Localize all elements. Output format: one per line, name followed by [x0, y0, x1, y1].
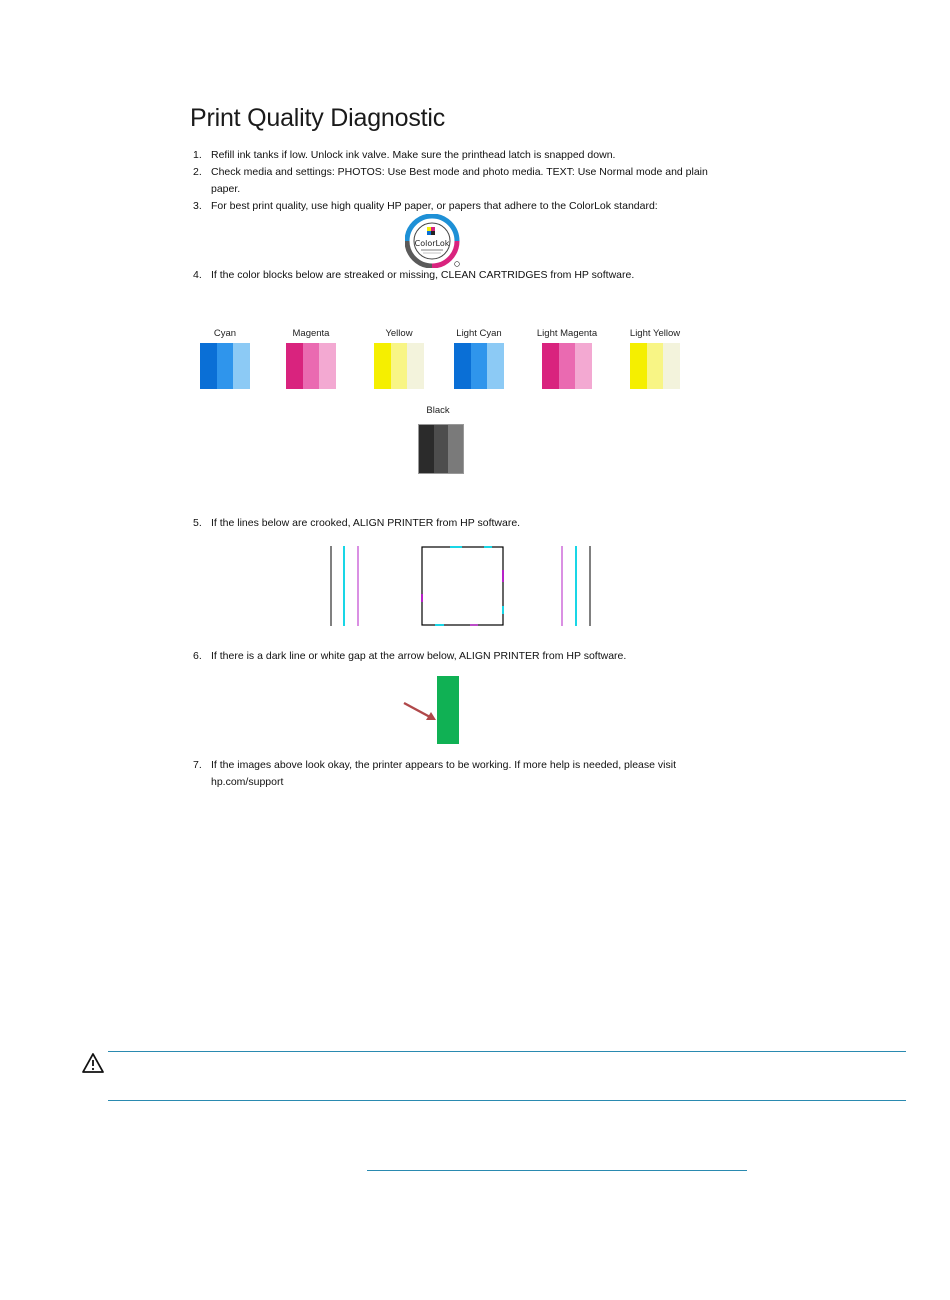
alignment-pattern: [320, 544, 610, 630]
shade-light: [487, 343, 504, 389]
step-2: [193, 164, 738, 198]
step-number: 5.: [193, 517, 202, 529]
step-text: If the lines below are crooked, ALIGN PRINTER from HP software.: [211, 517, 521, 529]
color-label: Cyan: [213, 328, 237, 339]
shade-dark: [630, 343, 647, 389]
shade-dark: [286, 343, 303, 389]
color-block-magenta: [271, 328, 351, 389]
caution-top-rule: [108, 1051, 906, 1052]
shade-mid: [217, 343, 234, 389]
color-label: Light Magenta: [536, 328, 598, 339]
shade-dark: [454, 343, 471, 389]
gap-test-pattern: [400, 672, 464, 748]
step-number: 6.: [193, 650, 202, 662]
shade-dark: [542, 343, 559, 389]
step-number: 2.: [193, 166, 202, 178]
colorlok-logo: [405, 214, 463, 268]
step-number: 4.: [193, 269, 202, 281]
color-block-cyan: [185, 328, 265, 389]
shade-dark: [419, 425, 434, 473]
color-label: Light Yellow: [629, 328, 681, 339]
step-number: 3.: [193, 200, 202, 212]
step-text: If the images above look okay, the printer appears to be working. If more help is needed, please visit hp.com/support: [211, 759, 676, 788]
step-text: Refill ink tanks if low. Unlock ink valve. Make sure the printhead latch is snapped down.: [211, 149, 616, 161]
step-number: 7.: [193, 759, 202, 771]
step-text: For best print quality, use high quality HP paper, or papers that adhere to the ColorLok standard:: [211, 200, 658, 212]
step-7: [193, 757, 738, 791]
warning-icon: [81, 1052, 105, 1074]
shade-mid: [471, 343, 488, 389]
shade-light: [575, 343, 592, 389]
step-text: If there is a dark line or white gap at the arrow below, ALIGN PRINTER from HP software.: [211, 650, 627, 662]
step-3: [193, 198, 738, 215]
step-number: 1.: [193, 149, 202, 161]
step-text: If the color blocks below are streaked or missing, CLEAN CARTRIDGES from HP software.: [211, 269, 635, 281]
shade-mid: [434, 425, 449, 473]
shade-light: [233, 343, 250, 389]
color-block-light-yellow: [615, 328, 695, 389]
color-label: Black: [426, 405, 450, 416]
caution-bottom-rule: [108, 1100, 906, 1101]
shade-dark: [200, 343, 217, 389]
color-label: Magenta: [292, 328, 330, 339]
step-5: [193, 515, 738, 532]
shade-mid: [559, 343, 576, 389]
shade-mid: [303, 343, 320, 389]
align-box: [422, 547, 503, 625]
arrow-line: [404, 703, 430, 717]
color-label: Yellow: [385, 328, 413, 339]
shade-dark: [374, 343, 391, 389]
step-6: [193, 648, 738, 665]
page-title: Print Quality Diagnostic: [190, 104, 446, 132]
color-block-light-cyan: [439, 328, 519, 389]
link-underline[interactable]: [367, 1170, 747, 1171]
step-1: [193, 147, 738, 164]
color-block-yellow: [359, 328, 439, 389]
shade-light: [448, 425, 463, 473]
color-block-black: [398, 405, 478, 474]
shade-light: [407, 343, 424, 389]
shade-light: [663, 343, 680, 389]
step-text: Check media and settings: PHOTOS: Use Best mode and photo media. TEXT: Use Normal mode and plain paper.: [211, 166, 708, 195]
color-block-light-magenta: [527, 328, 607, 389]
green-bar: [437, 676, 459, 744]
step-4: [193, 267, 738, 284]
colorlok-logo-text: ColorLok: [414, 239, 450, 248]
color-label: Light Cyan: [456, 328, 502, 339]
shade-mid: [647, 343, 664, 389]
shade-light: [319, 343, 336, 389]
shade-mid: [391, 343, 408, 389]
